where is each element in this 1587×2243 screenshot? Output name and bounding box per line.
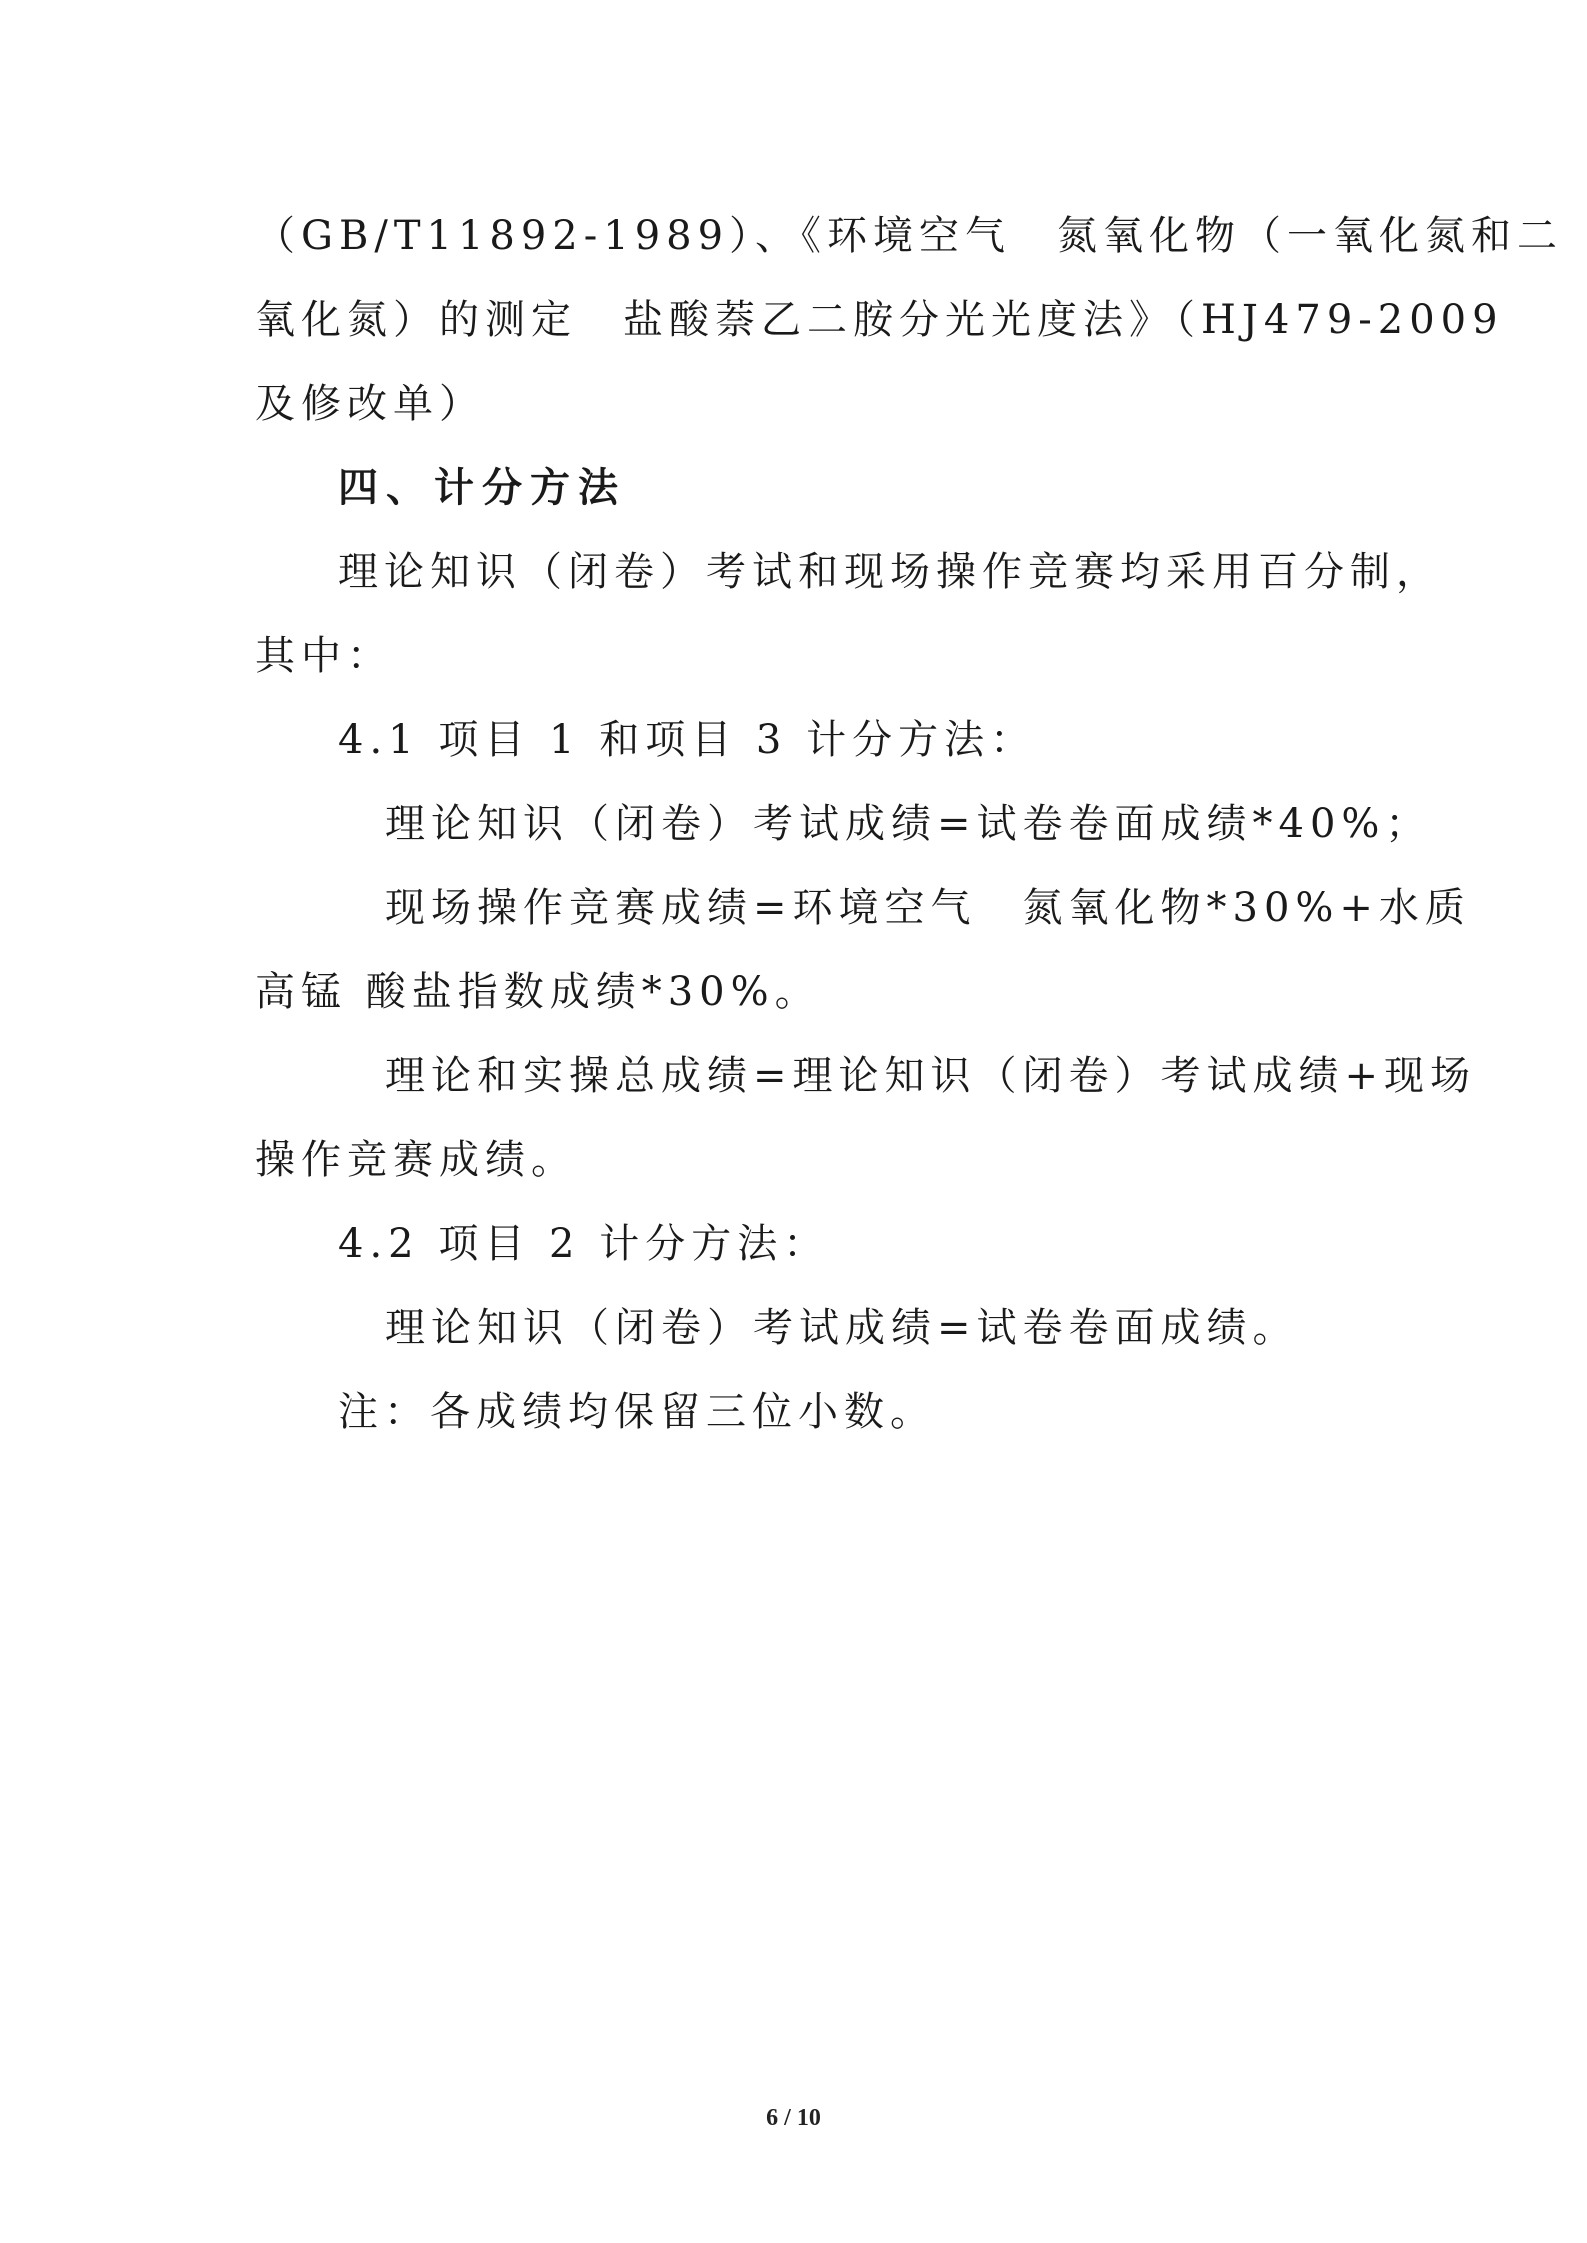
formula-operation-score: 现场操作竞赛成绩=环境空气 氮氧化物*30%+水质 [385, 885, 1471, 931]
formula-theory-score: 理论知识（闭卷）考试成绩=试卷卷面成绩*40%； [385, 801, 1432, 847]
text-line-standard-ref-end: 及修改单） [255, 381, 485, 427]
text-line-standard-ref-cont: 氧化氮）的测定 盐酸萘乙二胺分光光度法》（HJ479-2009 [255, 297, 1504, 343]
note-decimal-places: 注：各成绩均保留三位小数。 [338, 1389, 936, 1435]
section-heading-scoring-method: 四、计分方法 [338, 465, 626, 511]
subheading-4-1: 4.1 项目 1 和项目 3 计分方法： [338, 717, 1037, 763]
paragraph-scoring-intro: 理论知识（闭卷）考试和现场操作竞赛均采用百分制， [338, 549, 1442, 595]
formula-total-score-cont: 操作竞赛成绩。 [255, 1137, 577, 1183]
subheading-4-2: 4.2 项目 2 计分方法： [338, 1221, 830, 1267]
page-number: 6 / 10 [766, 2105, 821, 2131]
paragraph-scoring-intro-cont: 其中： [255, 633, 393, 679]
formula-project-2-score: 理论知识（闭卷）考试成绩=试卷卷面成绩。 [385, 1305, 1299, 1351]
formula-operation-score-cont: 高锰 酸盐指数成绩*30%。 [255, 969, 821, 1015]
text-line-standard-ref: （GB/T11892-1989）、《环境空气 氮氧化物（一氧化氮和二 [255, 213, 1564, 259]
formula-total-score: 理论和实操总成绩=理论知识（闭卷）考试成绩+现场 [385, 1053, 1477, 1099]
